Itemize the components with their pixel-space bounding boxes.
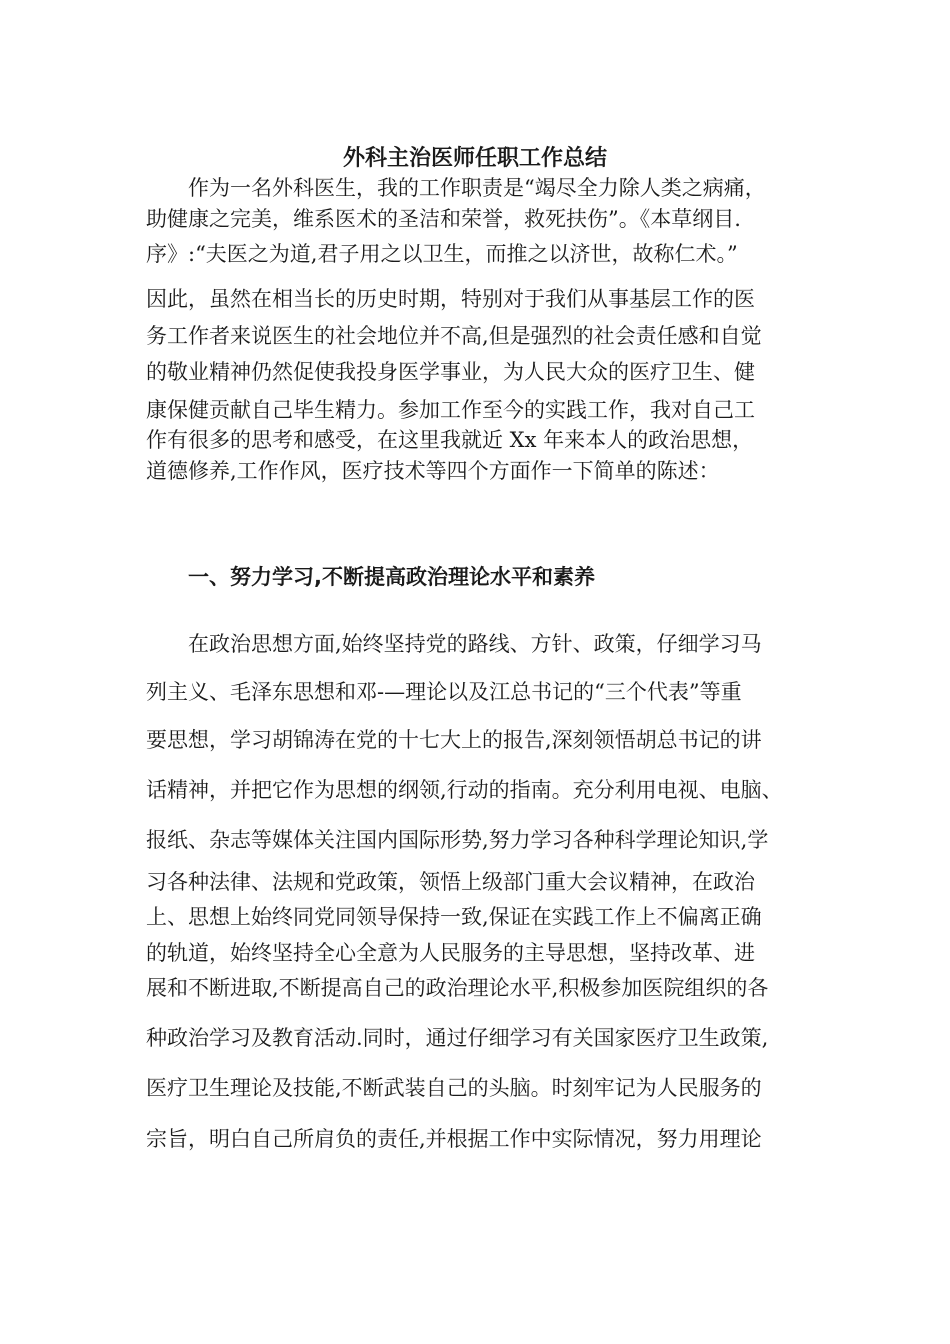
intro-line: 作为一名外科医生，我的工作职责是“竭尽全力除人类之病痛， [188, 176, 766, 200]
body-line: 上、思想上始终同党同领导保持一致,保证在实践工作上不偏离正确 [146, 905, 762, 929]
body-line: 种政治学习及教育活动.同时，通过仔细学习有关国家医疗卫生政策, [146, 1026, 769, 1050]
intro-line: 因此，虽然在相当长的历史时期，特别对于我们从事基层工作的医 [146, 287, 755, 311]
body-line: 要思想，学习胡锦涛在党的十七大上的报告,深刻领悟胡总书记的讲 [146, 728, 762, 752]
body-line: 展和不断进取,不断提高自己的政治理论水平,积极参加医院组织的各 [146, 976, 769, 1000]
document-title: 外科主治医师任职工作总结 [342, 146, 607, 171]
intro-line: 道德修养,工作作风，医疗技术等四个方面作一下简单的陈述： [146, 459, 720, 483]
body-line: 在政治思想方面,始终坚持党的路线、方针、政策，仔细学习马 [188, 632, 762, 656]
intro-line: 务工作者来说医生的社会地位并不高,但是强烈的社会责任感和自觉 [146, 324, 762, 348]
intro-line: 康保健贡献自己毕生精力。参加工作至今的实践工作，我对自己工 [146, 398, 755, 422]
body-line: 习各种法律、法规和党政策，领悟上级部门重大会议精神，在政治 [146, 870, 755, 894]
body-line: 列主义、毛泽东思想和邓-—理论以及江总书记的“三个代表”等重 [146, 680, 742, 704]
body-line: 医疗卫生理论及技能,不断武装自己的头脑。时刻牢记为人民服务的 [146, 1076, 762, 1100]
intro-line: 作有很多的思考和感受，在这里我就近 Xx 年来本人的政治思想， [146, 428, 754, 452]
body-line: 话精神，并把它作为思想的纲领,行动的指南。充分利用电视、电脑、 [146, 778, 783, 802]
intro-line: 序》:“夫医之为道,君子用之以卫生，而推之以济世，故称仁术。” [146, 242, 738, 266]
intro-line: 的敬业精神仍然促使我投身医学事业，为人民大众的医疗卫生、健 [146, 360, 755, 384]
section-heading: 一、努力学习,不断提高政治理论水平和素养 [188, 565, 595, 589]
body-line: 宗旨，明白自己所肩负的责任,并根据工作中实际情况，努力用理论 [146, 1127, 762, 1151]
body-line: 的轨道，始终坚持全心全意为人民服务的主导思想，坚持改革、进 [146, 941, 755, 965]
intro-line: 助健康之完美，维系医术的圣洁和荣誉，救死扶伤”。《本草纲目. [146, 207, 741, 231]
body-line: 报纸、杂志等媒体关注国内国际形势,努力学习各种科学理论知识,学 [146, 828, 769, 852]
